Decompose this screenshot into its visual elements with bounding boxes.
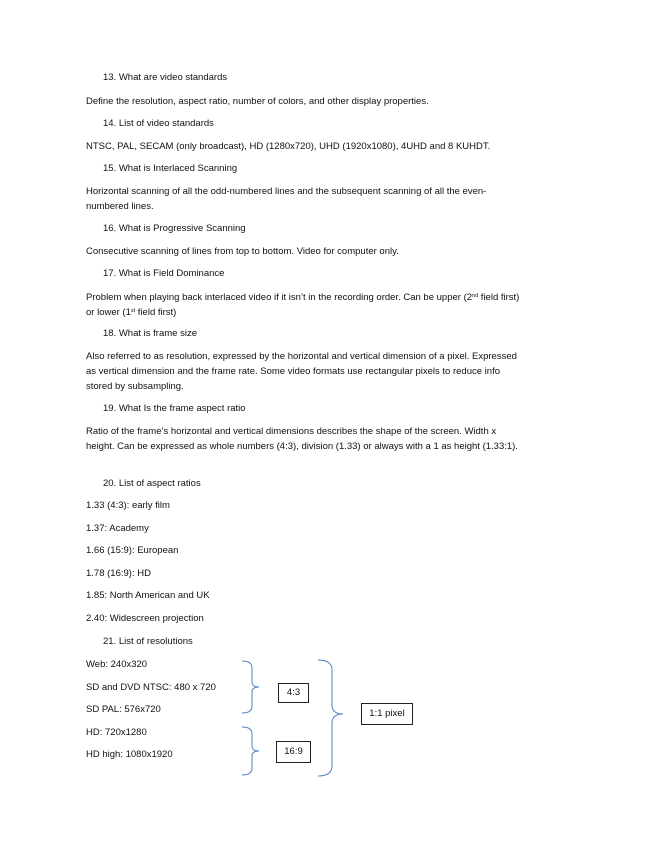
ratio-4-3-box: 4:3 bbox=[278, 683, 309, 703]
answer-17-text-1: Problem when playing back interlaced video if it isn’t in the recording order. Can be upper (2 bbox=[86, 292, 473, 303]
answer-17-text-3: field first) bbox=[135, 307, 177, 318]
question-20: 20. List of aspect ratios bbox=[103, 478, 201, 489]
resolution-item: Web: 240x320 bbox=[86, 659, 148, 670]
hd-group-brace bbox=[242, 727, 259, 775]
question-17: 17. What is Field Dominance bbox=[103, 268, 225, 279]
pixel-group-brace bbox=[318, 660, 343, 776]
question-19: 19. What Is the frame aspect ratio bbox=[103, 403, 246, 414]
aspect-ratio-item: 2.40: Widescreen projection bbox=[86, 613, 204, 624]
resolution-item: SD and DVD NTSC: 480 x 720 bbox=[86, 682, 216, 693]
aspect-ratio-item: 1.78 (16:9): HD bbox=[86, 568, 151, 579]
aspect-ratio-item: 1.85: North American and UK bbox=[86, 590, 210, 601]
question-15: 15. What is Interlaced Scanning bbox=[103, 163, 238, 174]
answer-19: Ratio of the frame’s horizontal and vertical dimensions describes the shape of the screen. Width x height. Can be expressed as whole numbers (4:3), division (1.33) or always with a 1 as height (1.33:1). bbox=[86, 426, 518, 452]
question-18: 18. What is frame size bbox=[103, 328, 197, 339]
aspect-ratio-item: 1.37: Academy bbox=[86, 523, 149, 534]
answer-17-sup-1: nd bbox=[472, 293, 479, 299]
answer-18: Also referred to as resolution, expressed by the horizontal and vertical dimension of a pixel. Expressed as vertical dimension and the frame rate. Some video formats use rectangular pixels to reduce info stored by subsampling. bbox=[86, 351, 517, 392]
answer-16: Consecutive scanning of lines from top to bottom. Video for computer only. bbox=[86, 246, 399, 257]
answer-15: Horizontal scanning of all the odd-numbered lines and the subsequent scanning of all the even-numbered lines. bbox=[86, 186, 487, 212]
aspect-ratio-item: 1.33 (4:3): early film bbox=[86, 500, 170, 511]
question-16: 16. What is Progressive Scanning bbox=[103, 223, 246, 234]
resolution-item: SD PAL: 576x720 bbox=[86, 704, 161, 715]
answer-13: Define the resolution, aspect ratio, number of colors, and other display properties. bbox=[86, 96, 429, 107]
resolution-item: HD high: 1080x1920 bbox=[86, 749, 173, 760]
answer-17-text-2: field first) or lower (1 bbox=[86, 292, 520, 318]
question-13: 13. What are video standards bbox=[103, 72, 228, 83]
question-21: 21. List of resolutions bbox=[103, 636, 193, 647]
answer-17-sup-2: st bbox=[130, 308, 136, 314]
answer-14: NTSC, PAL, SECAM (only broadcast), HD (1280x720), UHD (1920x1080), 4UHD and 8 KUHDT. bbox=[86, 141, 491, 152]
aspect-ratio-item: 1.66 (15:9): European bbox=[86, 545, 179, 556]
sd-group-brace bbox=[242, 661, 259, 713]
ratio-16-9-box: 16:9 bbox=[276, 741, 311, 763]
question-14: 14. List of video standards bbox=[103, 118, 214, 129]
pixel-ratio-box: 1:1 pixel bbox=[361, 703, 413, 725]
resolution-item: HD: 720x1280 bbox=[86, 727, 147, 738]
